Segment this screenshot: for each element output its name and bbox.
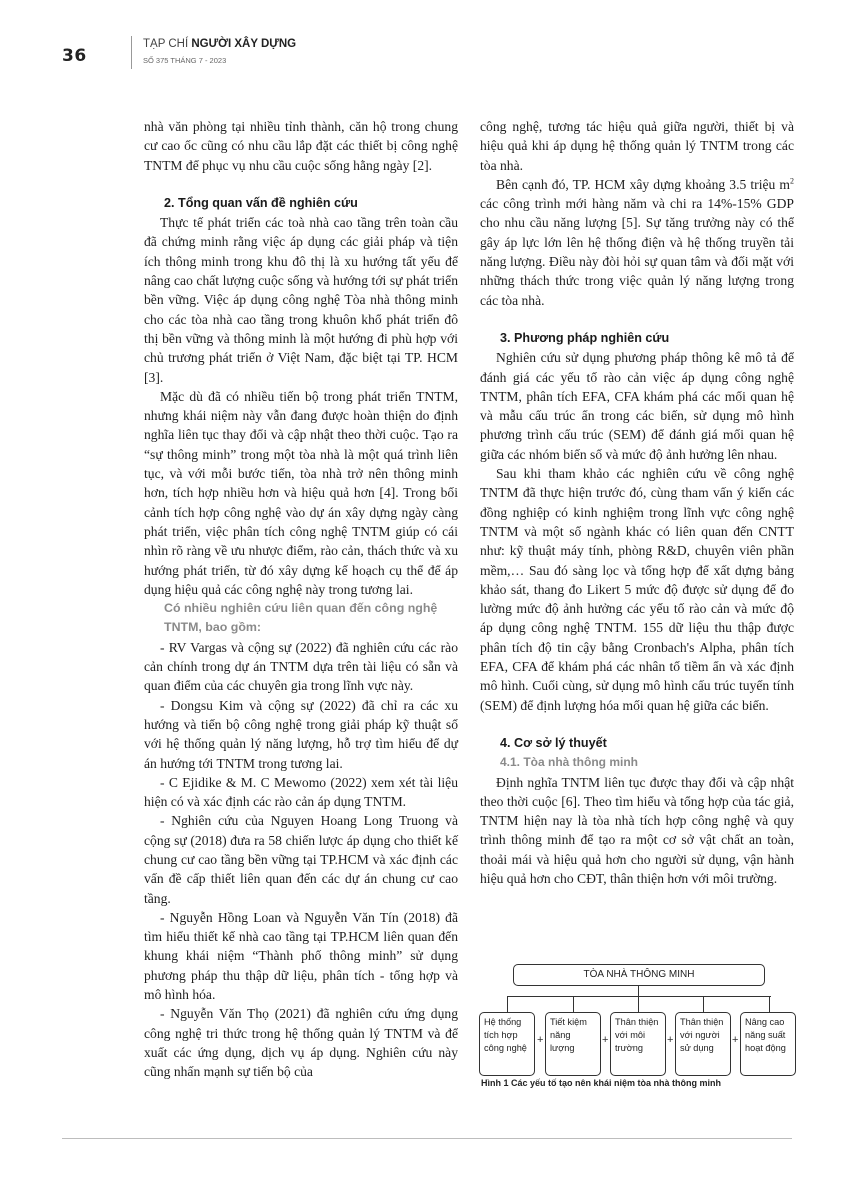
diagram-title-box: TÒA NHÀ THÔNG MINH: [513, 964, 765, 986]
diagram-box-user-friendly: Thân thiện với người sử dụng: [675, 1012, 731, 1076]
plus-sign: +: [602, 1034, 609, 1046]
magazine-name: NGƯỜI XÂY DỰNG: [191, 38, 297, 50]
continuation-paragraph: công nghệ, tương tác hiệu quả giữa người, thiết bị và hiệu quả khi áp dụng hệ thống quản lý TNTM trong các tòa nhà.: [480, 119, 794, 173]
intro-paragraph: nhà văn phòng tại nhiều tỉnh thành, căn hộ trong chung cư cao ốc cũng có nhu cầu lắp đặt các thiết bị công nghệ TNTM để phục vụ nhu cầu cuộc sống hằng ngày [2].: [144, 119, 458, 173]
section-4-1-paragraph: Định nghĩa TNTM liên tục được thay đổi và cập nhật theo thời cuộc [6]. Theo tìm hiểu và tổng hợp của tác giả, TNTM hiện nay là tòa nhà tích hợp công nghệ và quy trình thông minh để tạo ra một cơ sở vật chất an toàn, thoải mái và hiệu quả hơn cho người sử dụng, vận hành hiệu quả hơn cho CĐT, thân thiện hơn với môi trường.: [480, 774, 794, 886]
page-header: [0, 0, 854, 80]
left-column: [144, 117, 458, 1082]
plus-sign: +: [732, 1034, 739, 1046]
connector-line: [638, 986, 639, 996]
magazine-title: [143, 38, 296, 50]
study-item: - Nghiên cứu của Nguyen Hoang Long Truong và cộng sự (2018) đưa ra 58 chiến lược áp dụng cho thiết kế chung cư cao tầng bền vững tại TP.HCM và xác định các vấn đề cấp thiết liên quan đến các dự án chung cư cao tầng.: [144, 813, 458, 906]
smart-building-diagram: [481, 960, 795, 1094]
figure-caption: Hình 1 Các yếu tố tạo nên khái niệm tòa nhà thông minh: [481, 1078, 722, 1088]
section-4-heading: 4. Cơ sở lý thuyết: [500, 735, 607, 750]
connector-line: [507, 996, 508, 1012]
section-2-paragraph-1: Thực tế phát triển các toà nhà cao tầng trên toàn cầu đã chứng minh rằng việc áp dụng các giải pháp và tiện ích thông minh trong khu đô thị là xu hướng tất yếu để nâng cao chất lượng cuộc sống và hướng tới sự phát triển bền vững. Việc áp dụng công nghệ Tòa nhà thông minh cho các tòa nhà cao tầng trong khuôn khổ phát triển đô thị bền vững và thông minh là một hướng đi phù hợp với chủ trương phát triển ở Việt Nam, đặc biệt tại TP. HCM [3].: [144, 215, 458, 385]
section-3-heading: 3. Phương pháp nghiên cứu: [500, 330, 670, 345]
section-3-paragraph-1: Nghiên cứu sử dụng phương pháp thông kê mô tả để đánh giá các yếu tố rào cản việc áp dụng công nghệ TNTM, phân tích EFA, CFA khám phá các mối quan hệ và mẫu cấu trúc ẩn trong các biến, sử dụng mô hình phương trình cấu trúc (SEM) để đánh giá mối quan hệ giữa các nhóm biến số và mức độ ảnh hưởng lên nhau.: [480, 350, 794, 462]
studies-intro: Có nhiều nghiên cứu liên quan đến công nghệ TNTM, bao gồm:: [164, 601, 438, 635]
magazine-issue: SỐ 375 THÁNG 7 - 2023: [143, 56, 227, 65]
diagram-box-productivity: Nâng cao năng suất hoạt động: [740, 1012, 796, 1076]
hcm-paragraph: Bên cạnh đó, TP. HCM xây dựng khoảng 3.5 triệu $m^2$ các công trình mới hàng năm và chi ra 14%-15% GDP cho nhu cầu năng lượng [5]. Sự tăng trưởng này có thể gây áp lực lớn lên hệ thống điện và hệ thống truyền tải năng lượng. Điều này đòi hỏi sự quan tâm và đối mặt với những thách thức trong việc quản lý năng lượng trong các tòa nhà.: [480, 176, 794, 308]
connector-line: [769, 996, 770, 1012]
section-2-paragraph-2: Mặc dù đã có nhiều tiến bộ trong phát triển TNTM, nhưng khái niệm này vẫn đang được hoàn thiện do định nghĩa liên tục thay đổi và cập nhật theo thời cuộc. Tạo ra “sự thông minh” trong một tòa nhà là một quá trình liên tục, và với mỗi bước tiến, tòa nhà trở nên thông minh hơn, tích hợp nhiều hơn và hiệu quả hơn [4]. Trong bối cảnh tích hợp công nghệ vào dự án xây dựng ngày càng phát triển, việc phân tích công nghệ TNTM giúp có cái nhìn rõ ràng về ưu nhược điểm, rào cản, thách thức và xu hướng phát triển, từ đó xây dựng kế hoạch cụ thể để áp dụng hiệu quả các công nghệ này trong tương lai.: [144, 388, 458, 597]
section-3-paragraph-2: Sau khi tham khảo các nghiên cứu về công nghệ TNTM đã thực hiện trước đó, cùng tham vấn ý kiến các đồng nghiệp có kinh nghiệm trong lĩnh vực công nghệ TNTM và một số ngành khác có liên quan đến CNTT như: kỹ thuật máy tính, phòng R&D, chuyên viên phần mềm,… Sau đó sàng lọc và tổng hợp để xất dựng bảng khảo sát, thang đo Likert 5 mức độ được sử dụng để đo lường mức độ ảnh hưởng các yếu tố rào cản và mức độ áp dụng công nghệ TNTM. 155 dữ liệu thu thập được phân tích độ tin cậy bằng Cronbach's Alpha, phân tích EFA, CFA để khám phá các nhân tố tiềm ẩn và xác định mô hình. Cuối cùng, sử dụng mô hình cấu trúc tuyến tính (SEM) để định lượng hóa mối quan hệ giữa các biến.: [480, 466, 794, 713]
study-item: - Dongsu Kim và cộng sự (2022) đã chỉ ra các xu hướng và tiến bộ công nghệ trong giải pháp kỹ thuật số với hệ thống quản lý năng lượng, hỗ trợ tìm hiểu để dự án hướng tới TNTM trong tương lai.: [144, 697, 458, 771]
diagram-box-energy-saving: Tiết kiệm năng lượng: [545, 1012, 601, 1076]
magazine-prefix: TẠP CHÍ: [143, 38, 192, 50]
plus-sign: +: [537, 1034, 544, 1046]
connector-line: [703, 996, 704, 1012]
plus-sign: +: [667, 1034, 674, 1046]
connector-line: [638, 996, 639, 1012]
diagram-box-integrated-tech: Hệ thống tích hợp công nghệ: [479, 1012, 535, 1076]
footer-rule: [62, 1138, 792, 1139]
study-item: - RV Vargas và cộng sự (2022) đã nghiên cứu các rào cản chính trong dự án TNTM dựa trên tài liệu có sẵn và quan điểm của các chuyên gia trong lĩnh vực này.: [144, 639, 458, 694]
section-4-1-heading: 4.1. Tòa nhà thông minh: [500, 755, 638, 770]
connector-line: [573, 996, 574, 1012]
header-divider: [131, 36, 132, 69]
diagram-box-eco-friendly: Thân thiện với môi trường: [610, 1012, 666, 1076]
study-item: - C Ejidike & M. C Mewomo (2022) xem xét tài liệu hiện có và xác định các rào cản áp dụng TNTM.: [144, 774, 458, 810]
study-item: - Nguyễn Hồng Loan và Nguyễn Văn Tín (2018) đã tìm hiểu thiết kế nhà cao tầng tại TP.HCM liên quan đến khung khái niệm “Thành phố thông minh” sử dụng phương pháp thu thập dữ liệu, phân tích - tổng hợp và mô hình hóa.: [144, 909, 458, 1003]
superscript: 2: [790, 176, 794, 186]
section-2-heading: 2. Tổng quan vấn đề nghiên cứu: [164, 195, 358, 210]
study-item: - Nguyễn Văn Thọ (2021) đã nghiên cứu ứng dụng công nghệ tri thức trong hệ thống quản lý TNTM và để xuất các ứng dụng, dịch vụ áp dụng. Nghiên cứu này cũng nhấn mạnh sự tiến bộ của: [144, 1006, 458, 1080]
right-column: [480, 117, 794, 888]
page-number: 36: [62, 46, 87, 66]
